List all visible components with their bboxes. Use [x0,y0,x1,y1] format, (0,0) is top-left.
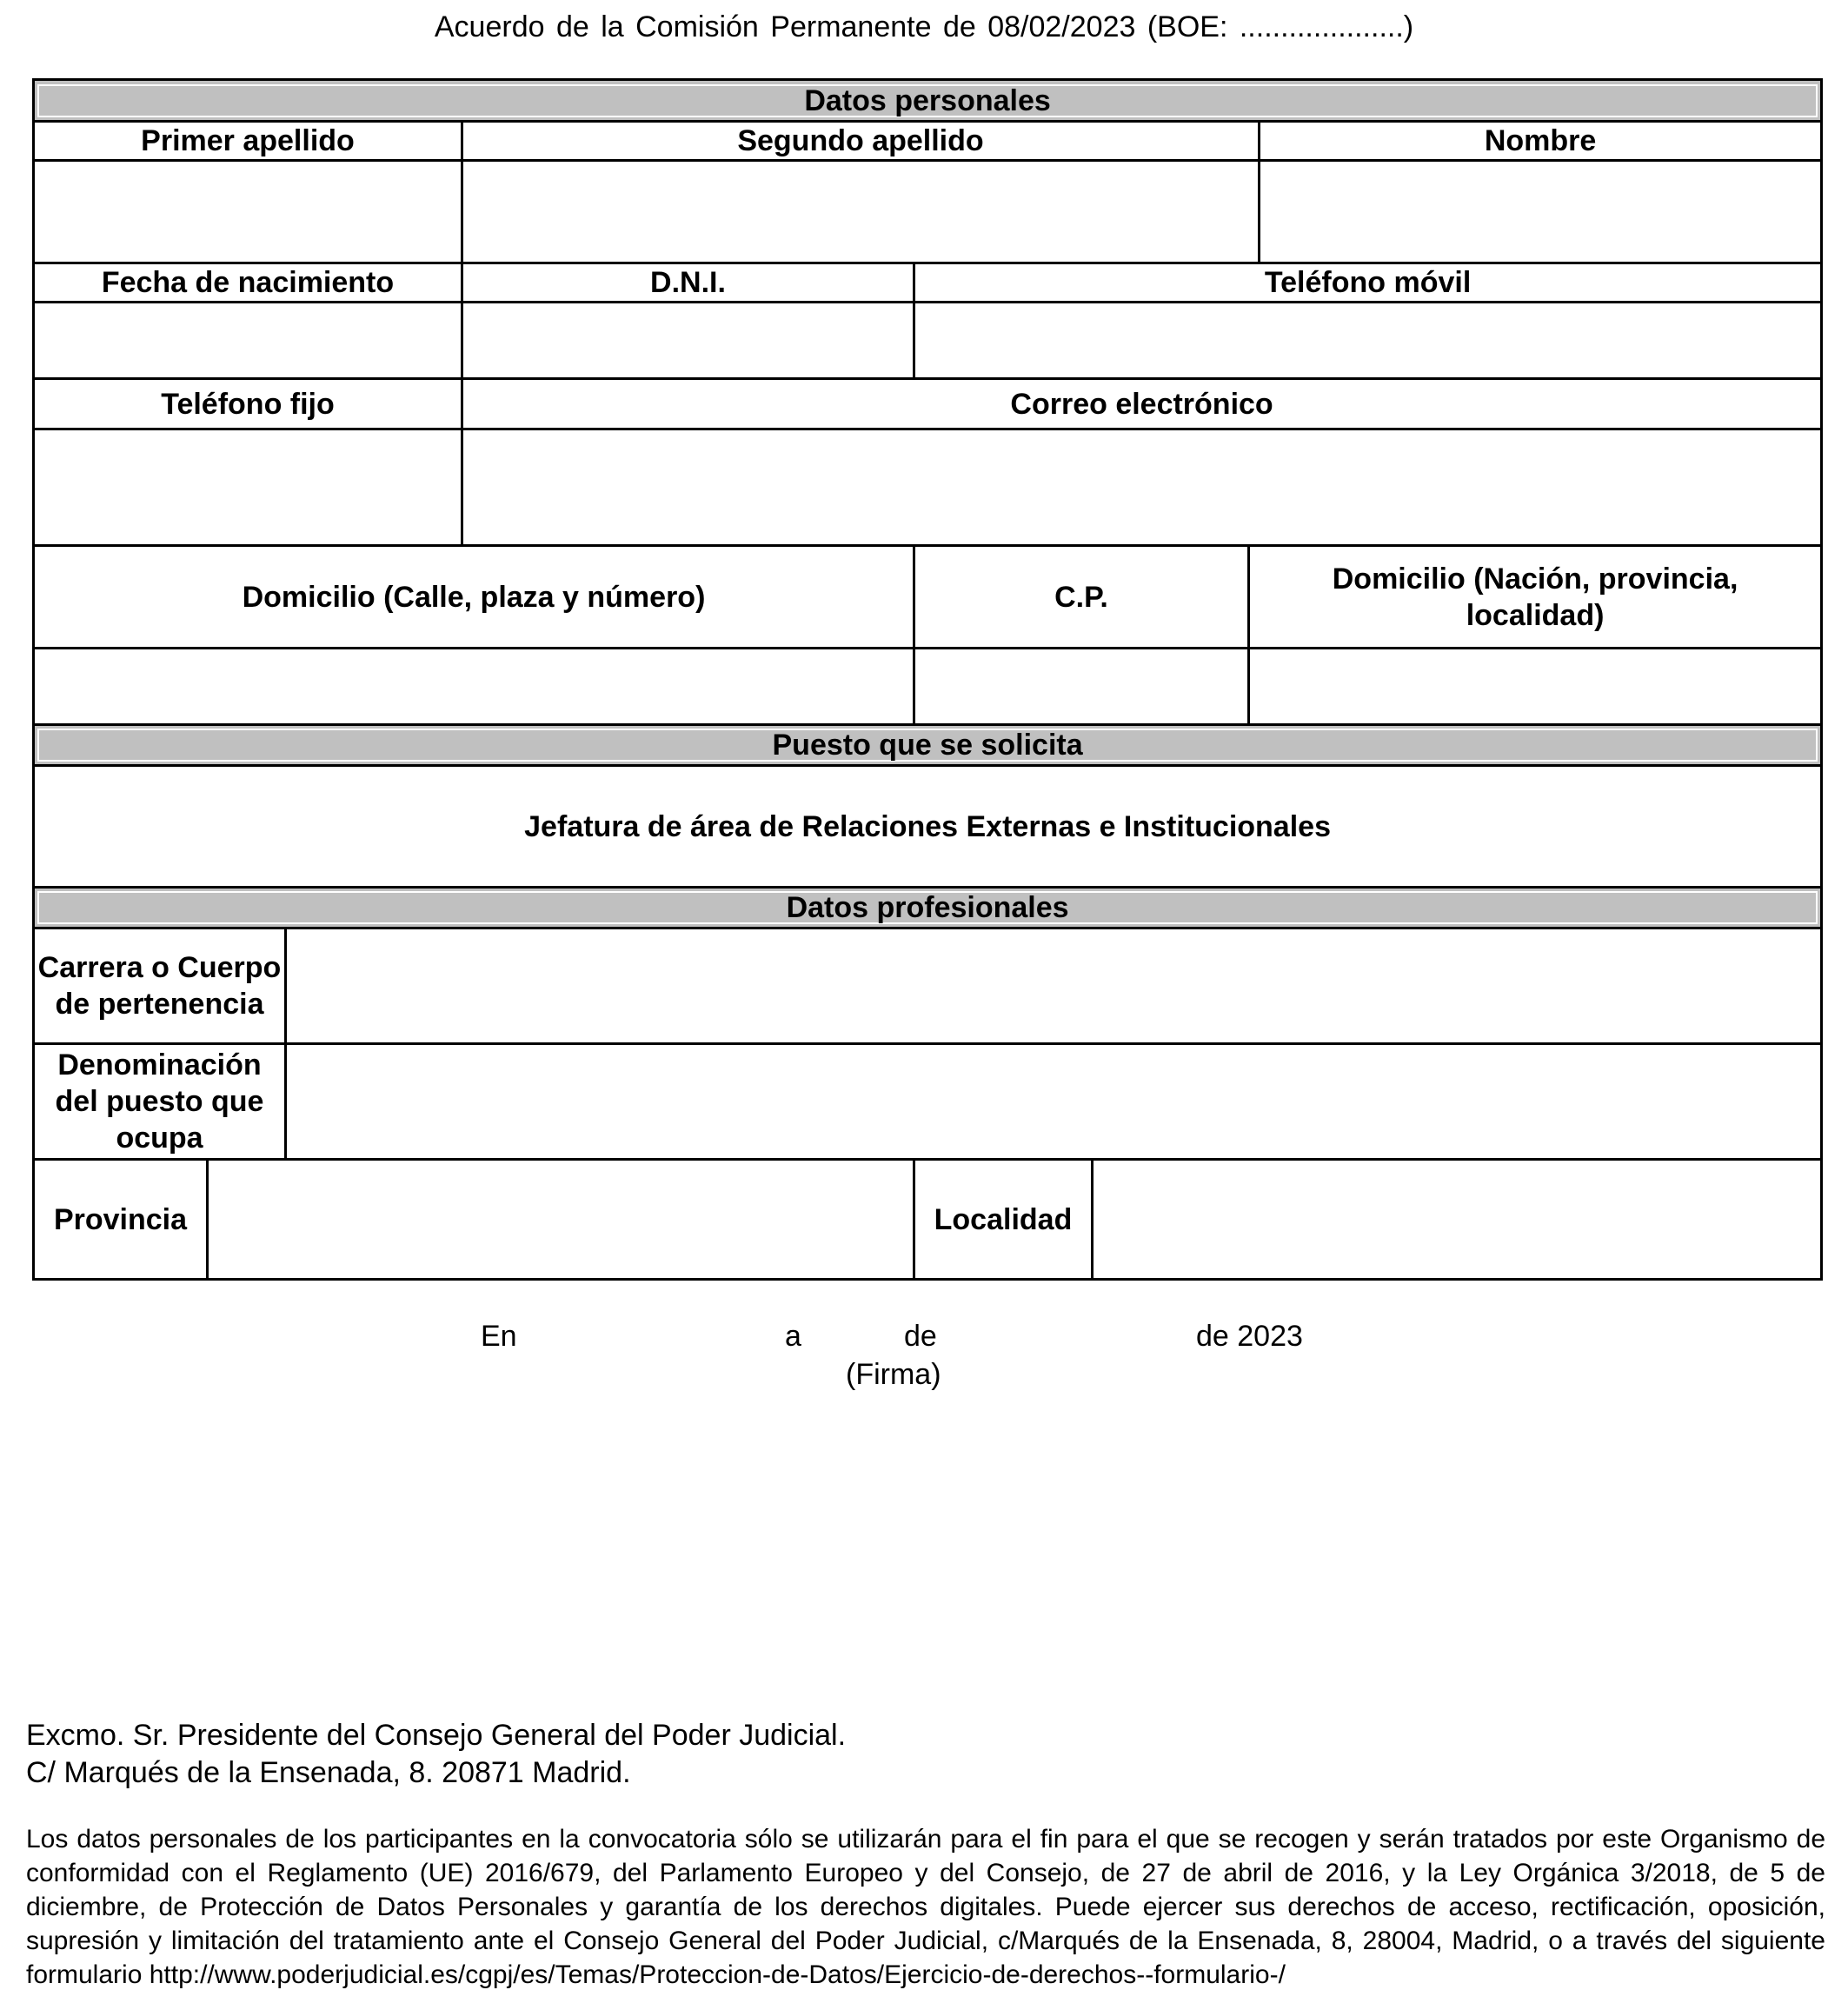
field-fecha-nacimiento[interactable] [34,303,462,379]
field-cp[interactable] [914,649,1249,725]
field-provincia[interactable] [208,1160,914,1280]
label-cp: C.P. [914,546,1249,649]
label-dni: D.N.I. [462,263,914,303]
label-correo-electronico: Correo electrónico [462,379,1822,429]
field-denominacion-puesto[interactable] [286,1044,1822,1160]
field-correo-electronico[interactable] [462,429,1822,546]
field-carrera-cuerpo[interactable] [286,928,1822,1044]
field-telefono-movil[interactable] [914,303,1822,379]
field-dni[interactable] [462,303,914,379]
section-puesto-solicitado: Puesto que se solicita [34,725,1822,766]
label-provincia: Provincia [34,1160,208,1280]
field-telefono-fijo[interactable] [34,429,462,546]
label-domicilio-calle: Domicilio (Calle, plaza y número) [34,546,914,649]
label-localidad: Localidad [914,1160,1093,1280]
document-header: Acuerdo de la Comisión Permanente de 08/02/2023 (BOE: ....................) [434,10,1414,43]
addressee-line-1: Excmo. Sr. Presidente del Consejo General del Poder Judicial. [26,1719,847,1752]
puesto-solicitado-value: Jefatura de área de Relaciones Externas e Institucionales [34,766,1822,888]
section-datos-profesionales: Datos profesionales [34,888,1822,928]
label-nombre: Nombre [1260,122,1822,161]
label-primer-apellido: Primer apellido [34,122,462,161]
addressee-block [26,1717,846,1792]
section-datos-personales: Datos personales [34,80,1822,122]
application-form [32,78,1823,1281]
signature-de: de [904,1320,937,1353]
label-segundo-apellido: Segundo apellido [462,122,1260,161]
label-domicilio-nacion: Domicilio (Nación, provincia, localidad) [1249,546,1822,649]
field-domicilio-calle[interactable] [34,649,914,725]
field-domicilio-nacion[interactable] [1249,649,1822,725]
field-localidad[interactable] [1093,1160,1822,1280]
field-primer-apellido[interactable] [34,161,462,263]
signature-year: de 2023 [1196,1320,1303,1353]
data-protection-notice: Los datos personales de los participantes en la convocatoria sólo se utilizarán para el fin para el que se recogen y serán tratados por este Organismo de conformidad con el Reglamento (UE) 2016/679, del Parlamento Europeo y del Consejo, de 27 de abril de 2016, y la Ley Orgánica 3/2018, de 5 de diciembre, de Protección de Datos Personales y garantía de los derechos digitales. Puede ejercer sus derechos de acceso, rectificación, oposición, supresión y limitación del tratamiento ante el Consejo General del Poder Judicial, c/Marqués de la Ensenada, 8, 28004, Madrid, o a través del siguiente formulario http://www.poderjudicial.es/cgpj/es/Temas/Proteccion-de-Datos/Ejercicio-de-derechos--formulario-/ [26,1825,1825,1989]
addressee-line-2: C/ Marqués de la Ensenada, 8. 20871 Madrid. [26,1756,631,1789]
label-telefono-movil: Teléfono móvil [914,263,1822,303]
field-segundo-apellido[interactable] [462,161,1260,263]
label-fecha-nacimiento: Fecha de nacimiento [34,263,462,303]
signature-a: a [785,1320,801,1353]
label-carrera-cuerpo: Carrera o Cuerpo de pertenencia [34,928,286,1044]
label-denominacion-puesto: Denominación del puesto que ocupa [34,1044,286,1160]
signature-firma: (Firma) [846,1358,941,1391]
label-telefono-fijo: Teléfono fijo [34,379,462,429]
signature-en: En [481,1320,517,1353]
field-nombre[interactable] [1260,161,1822,263]
